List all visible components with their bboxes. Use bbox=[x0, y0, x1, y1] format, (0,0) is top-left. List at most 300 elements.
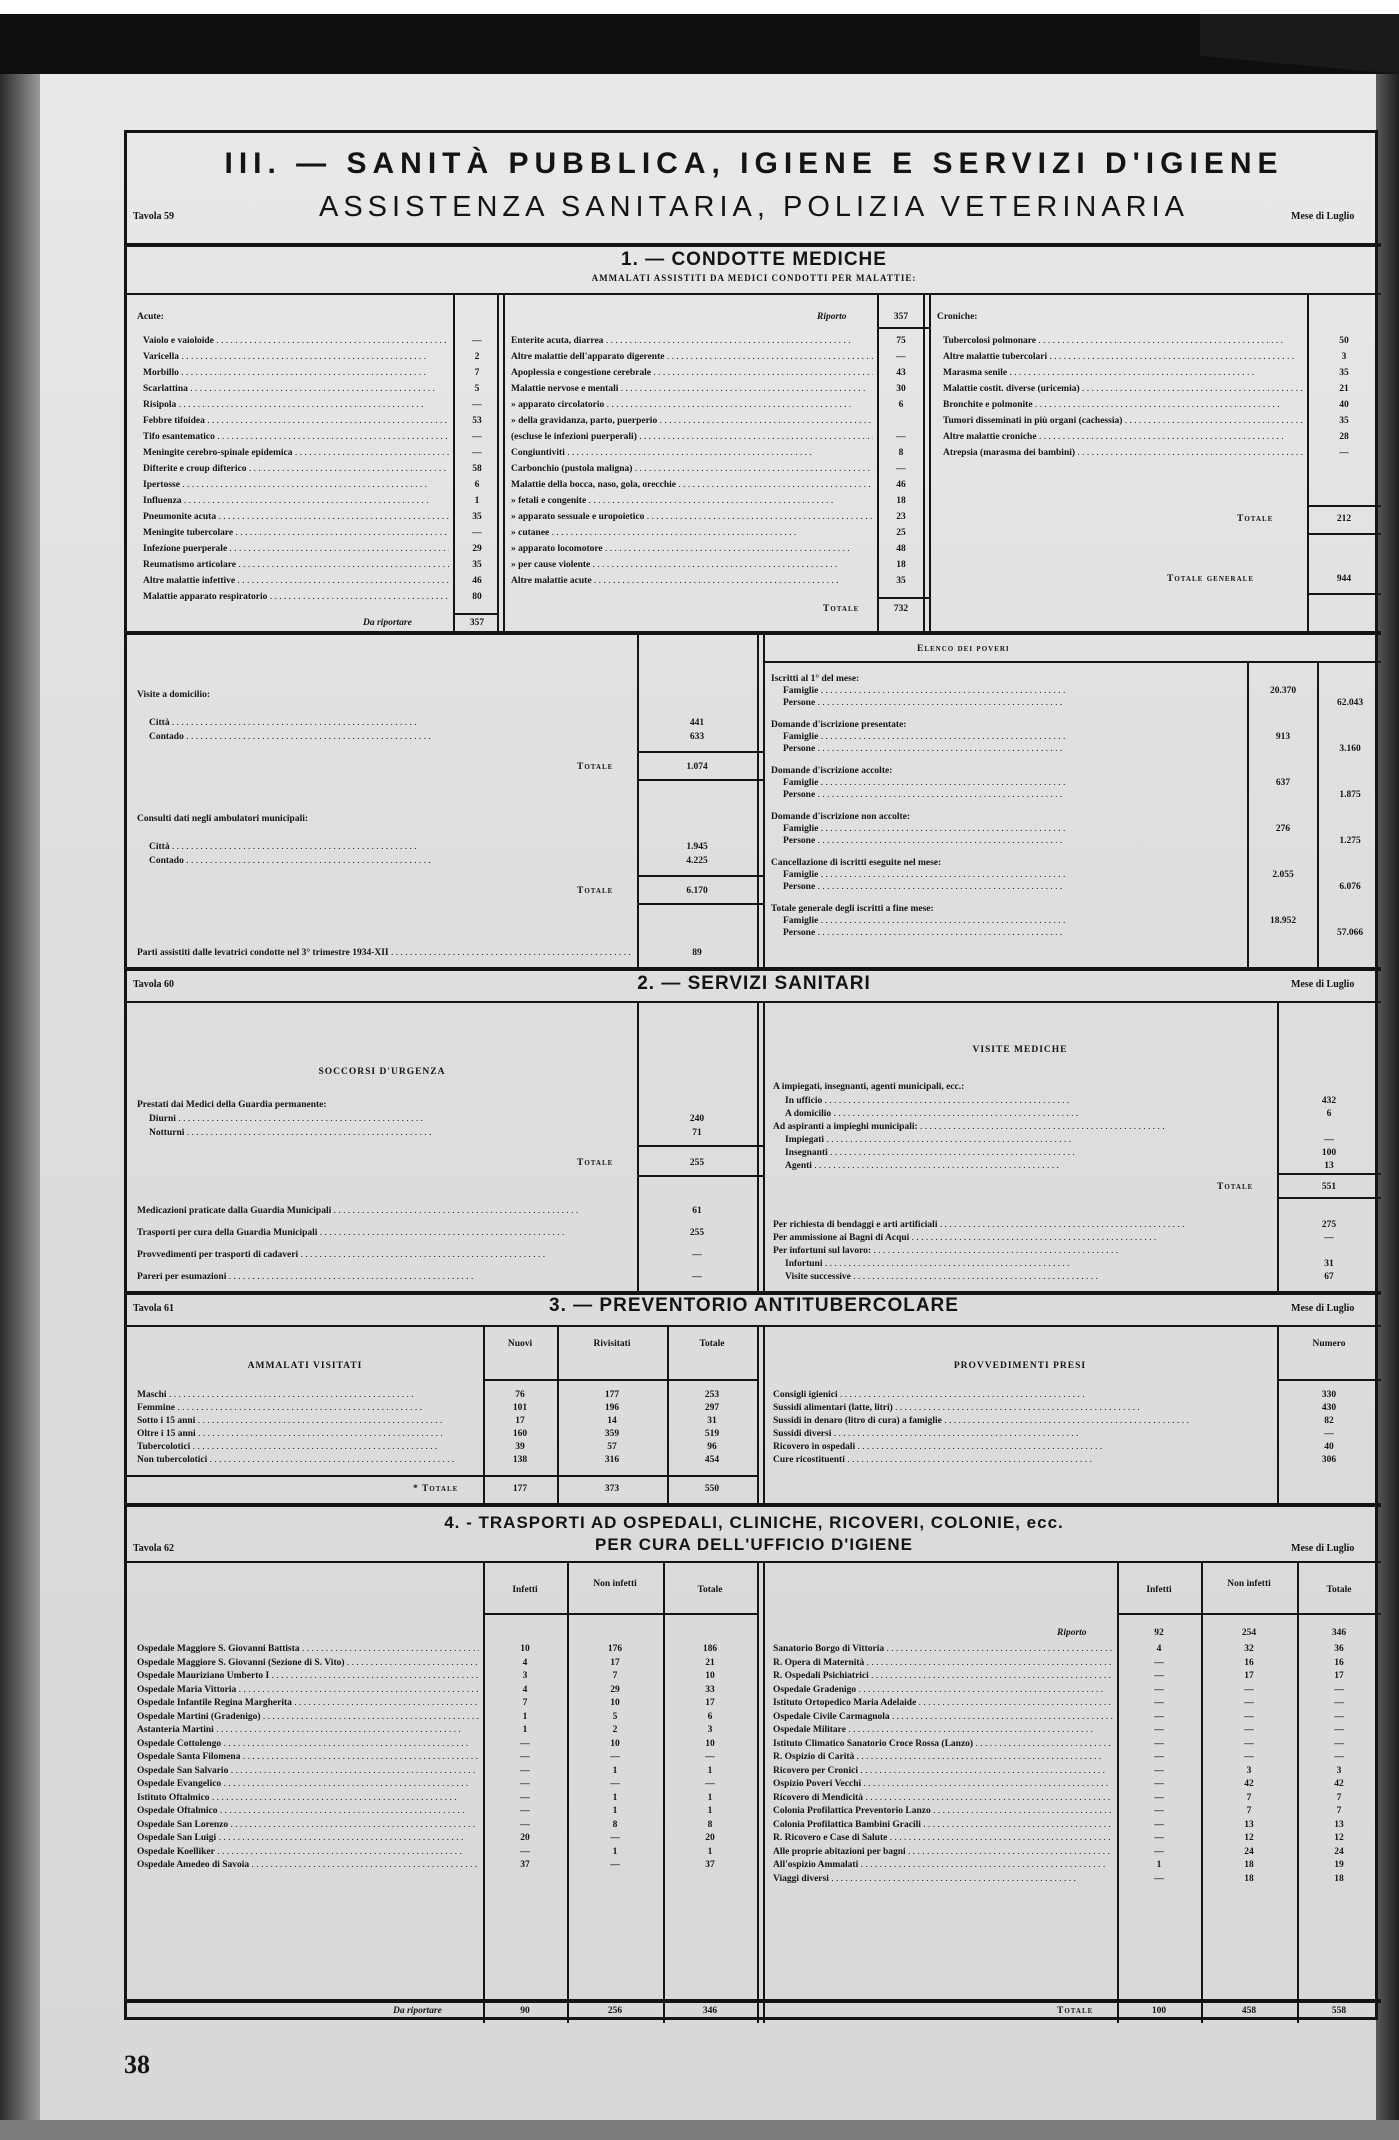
provvedimento-label: Sussidi in denaro (litro di cura) a famiglie . . . bbox=[773, 1415, 1273, 1427]
institution-infetti: — bbox=[1154, 1806, 1164, 1816]
preventorio-rivisitati: 177 bbox=[604, 1390, 620, 1400]
hospital-label: Ospedale Maria Vittoria . . . bbox=[137, 1684, 479, 1696]
institution-totale: 24 bbox=[1334, 1846, 1344, 1857]
disease-label: Apoplessia e congestione cerebrale . . . bbox=[511, 367, 873, 379]
visite-total-label: Totale bbox=[1217, 1182, 1254, 1192]
acute-disease-value: 58 bbox=[472, 464, 482, 474]
disease-label: Congiuntiviti . . . bbox=[511, 447, 873, 459]
hospital-infetti: 4 bbox=[522, 1684, 528, 1695]
s4-riporto-c: 346 bbox=[1331, 1628, 1347, 1638]
preventorio-rivisitati: 316 bbox=[604, 1455, 620, 1465]
disease-label: Enterite acuta, diarrea . . . bbox=[511, 335, 873, 347]
right-col-totale: Totale bbox=[1326, 1585, 1352, 1595]
provvedimento-label: Sussidi diversi . . . bbox=[773, 1428, 1273, 1440]
acute-disease-label: Meningite cerebro-spinale epidemica . . . bbox=[143, 447, 449, 459]
hospital-totale: 8 bbox=[707, 1819, 713, 1830]
acute-disease-label: Vaiolo e vaioloide . . . bbox=[143, 335, 449, 347]
disease-label: Malattie della bocca, naso, gola, orecchie . . . bbox=[511, 479, 873, 491]
hospital-infetti: 37 bbox=[520, 1860, 530, 1870]
institution-infetti: — bbox=[1154, 1873, 1164, 1884]
hospital-totale: 21 bbox=[705, 1657, 715, 1668]
institution-infetti: — bbox=[1154, 1846, 1164, 1857]
acute-disease-label: Difterite e croup difterico . . . bbox=[143, 463, 449, 475]
consulti-heading: Consulti dati negli ambulatori municipali: bbox=[137, 814, 309, 824]
chronic-disease-label: Marasma senile . . . bbox=[943, 367, 1303, 379]
col-numero: Numero bbox=[1312, 1339, 1346, 1349]
disease-value: 18 bbox=[896, 560, 906, 570]
acute-disease-value: 7 bbox=[474, 368, 480, 378]
visite-row-label: Agenti . . . bbox=[785, 1160, 1273, 1172]
hospital-infetti: 3 bbox=[522, 1671, 528, 1681]
visite-row-value: 432 bbox=[1321, 1096, 1337, 1106]
institution-non-infetti: — bbox=[1244, 1711, 1254, 1722]
hospital-totale: 17 bbox=[705, 1698, 715, 1708]
hospital-infetti: 1 bbox=[522, 1711, 528, 1722]
hospital-label: Ospedale Mauriziano Umberto I . . . bbox=[137, 1670, 479, 1682]
servizi-row-value: — bbox=[692, 1272, 702, 1282]
hospital-label: Ospedale San Luigi . . . bbox=[137, 1832, 479, 1844]
servizi-row-label: Trasporti per cura della Guardia Municipali . . . bbox=[137, 1227, 633, 1239]
institution-infetti: — bbox=[1154, 1765, 1164, 1776]
visite-row-label: In ufficio . . . bbox=[785, 1095, 1273, 1107]
acute-heading: Acute: bbox=[137, 312, 164, 322]
visite-citta-value: 441 bbox=[689, 718, 705, 728]
acute-disease-value: 1 bbox=[474, 496, 480, 506]
poveri-persone-value: 3.160 bbox=[1339, 744, 1361, 754]
s4-da-riportare-label: Da riportare bbox=[393, 2006, 442, 2016]
preventorio-totale: 519 bbox=[704, 1429, 720, 1439]
institution-non-infetti: 7 bbox=[1246, 1806, 1252, 1816]
poveri-famiglie-label: Famiglie . . . bbox=[783, 915, 1243, 927]
acute-disease-value: 35 bbox=[472, 560, 482, 570]
visite-row-label: Insegnanti . . . bbox=[785, 1147, 1273, 1159]
institution-infetti: — bbox=[1154, 1833, 1164, 1843]
section-4-title: 4. - TRASPORTI AD OSPEDALI, CLINICHE, RICOVERI, COLONIE, ecc. bbox=[444, 1513, 1064, 1532]
institution-label: Colonia Profilattica Preventorio Lanzo . . . bbox=[773, 1805, 1113, 1817]
chronic-disease-label: Bronchite e polmonite . . . bbox=[943, 399, 1303, 411]
visite-row-label: Ad aspiranti a impieghi municipali: . . . bbox=[773, 1121, 1273, 1133]
poveri-persone-value: 1.275 bbox=[1339, 836, 1361, 846]
visite-other-label: Per infortuni sul lavoro: . . . bbox=[773, 1245, 1273, 1257]
preventorio-nuovi: 17 bbox=[515, 1416, 525, 1426]
soccorsi-totale-label: Totale bbox=[577, 1158, 614, 1168]
institution-totale: — bbox=[1334, 1684, 1344, 1695]
institution-non-infetti: 18 bbox=[1244, 1860, 1254, 1870]
chronic-disease-label: Atrepsia (marasma dei bambini) . . . bbox=[943, 447, 1303, 459]
visite-row-label: Impiegati . . . bbox=[785, 1134, 1273, 1146]
hospital-infetti: — bbox=[520, 1779, 530, 1789]
right-col-non-infetti: Non infetti bbox=[1227, 1579, 1271, 1589]
institution-infetti: — bbox=[1154, 1671, 1164, 1681]
section-2-title: 2. — SERVIZI SANITARI bbox=[637, 973, 871, 994]
tavola-61-label: Tavola 61 bbox=[133, 1303, 175, 1314]
impiegati-heading: A impiegati, insegnanti, agenti municipali, ecc.: bbox=[773, 1082, 965, 1092]
institution-totale: 16 bbox=[1334, 1657, 1344, 1668]
hospital-totale: 10 bbox=[705, 1671, 715, 1681]
col-totale: Totale bbox=[699, 1339, 725, 1349]
institution-infetti: — bbox=[1154, 1779, 1164, 1789]
tavola-60-label: Tavola 60 bbox=[133, 979, 175, 990]
riporto-value: 357 bbox=[893, 312, 909, 322]
scan-edge-left bbox=[0, 74, 40, 2140]
hospital-label: Ospedale Amedeo di Savoia . . . bbox=[137, 1859, 479, 1871]
disease-value: 48 bbox=[896, 544, 906, 554]
institution-non-infetti: 17 bbox=[1244, 1671, 1254, 1681]
acute-disease-value: 46 bbox=[472, 576, 482, 586]
parti-value: 89 bbox=[692, 948, 702, 958]
institution-totale: 13 bbox=[1334, 1819, 1344, 1830]
poveri-famiglie-value: 18.952 bbox=[1269, 916, 1297, 926]
hospital-non-infetti: 10 bbox=[610, 1698, 620, 1708]
hospital-totale: 33 bbox=[705, 1684, 715, 1695]
poveri-group-heading: Iscritti al 1° del mese: bbox=[771, 674, 860, 684]
poveri-title: Elenco dei poveri bbox=[917, 644, 1010, 654]
institution-infetti: — bbox=[1154, 1698, 1164, 1708]
institution-totale: 36 bbox=[1334, 1644, 1344, 1654]
disease-value: 8 bbox=[898, 448, 904, 458]
page-subtitle: ASSISTENZA SANITARIA, POLIZIA VETERINARIA bbox=[318, 191, 1190, 223]
institution-infetti: — bbox=[1154, 1657, 1164, 1668]
poveri-famiglie-value: 20.370 bbox=[1269, 686, 1297, 696]
institution-label: R. Ospizio di Carità . . . bbox=[773, 1751, 1113, 1763]
hospital-totale: 37 bbox=[705, 1860, 715, 1870]
hospital-totale: — bbox=[705, 1752, 715, 1762]
da-riportare-label: Da riportare bbox=[363, 618, 412, 628]
provvedimento-value: 82 bbox=[1324, 1416, 1334, 1426]
disease-label: » per cause violente . . . bbox=[511, 559, 873, 571]
hospital-non-infetti: 176 bbox=[607, 1644, 623, 1654]
hospital-non-infetti: 1 bbox=[612, 1792, 618, 1803]
visite-other-value: 31 bbox=[1324, 1259, 1334, 1269]
left-col-infetti: Infetti bbox=[512, 1585, 538, 1595]
disease-label: Altre malattie acute . . . bbox=[511, 575, 873, 587]
hospital-non-infetti: 1 bbox=[612, 1765, 618, 1776]
preventorio-row-label: Tubercolotici . . . bbox=[137, 1441, 477, 1453]
chronic-disease-label: Altre malattie tubercolari . . . bbox=[943, 351, 1303, 363]
hospital-infetti: — bbox=[520, 1819, 530, 1830]
hospital-label: Ospedale Oftalmico . . . bbox=[137, 1805, 479, 1817]
s4-left-tot-a: 90 bbox=[520, 2006, 530, 2016]
poveri-group-heading: Domande d'iscrizione presentate: bbox=[771, 720, 907, 730]
institution-infetti: — bbox=[1154, 1738, 1164, 1749]
acute-disease-value: 53 bbox=[472, 416, 482, 426]
preventorio-nuovi: 101 bbox=[512, 1403, 528, 1413]
institution-label: Ricovero per Cronici . . . bbox=[773, 1765, 1113, 1777]
month-label: Mese di Luglio bbox=[1291, 211, 1355, 222]
institution-non-infetti: — bbox=[1244, 1752, 1254, 1762]
poveri-persone-label: Persone . . . bbox=[783, 835, 1243, 847]
institution-non-infetti: 42 bbox=[1244, 1779, 1254, 1789]
disease-label: » apparato locomotore . . . bbox=[511, 543, 873, 555]
chronic-disease-value: 35 bbox=[1339, 368, 1349, 378]
institution-label: Sanatorio Borgo di Vittoria . . . bbox=[773, 1643, 1113, 1655]
poveri-persone-label: Persone . . . bbox=[783, 881, 1243, 893]
chronic-disease-value: 40 bbox=[1339, 400, 1349, 410]
visite-row-label: A domicilio . . . bbox=[785, 1108, 1273, 1120]
acute-disease-value: — bbox=[472, 336, 482, 346]
acute-disease-label: Scarlattina . . . bbox=[143, 383, 449, 395]
institution-totale: — bbox=[1334, 1698, 1344, 1708]
acute-disease-label: Tifo esantematico . . . bbox=[143, 431, 449, 443]
preventorio-nuovi: 39 bbox=[515, 1442, 525, 1452]
disease-label: » della gravidanza, parto, puerperio . . . bbox=[511, 415, 873, 427]
hospital-non-infetti: — bbox=[610, 1779, 620, 1789]
hospital-non-infetti: 29 bbox=[610, 1684, 620, 1695]
preventorio-nuovi: 76 bbox=[515, 1390, 525, 1400]
col-rivisitati: Rivisitati bbox=[593, 1339, 631, 1349]
tavola-label: Tavola 59 bbox=[133, 211, 175, 222]
poveri-persone-label: Persone . . . bbox=[783, 789, 1243, 801]
poveri-famiglie-value: 2.055 bbox=[1272, 870, 1294, 880]
hospital-totale: 1 bbox=[707, 1792, 713, 1803]
provvedimento-value: 40 bbox=[1324, 1442, 1334, 1452]
institution-label: Viaggi diversi . . . bbox=[773, 1873, 1113, 1885]
disease-label: Malattie nervose e mentali . . . bbox=[511, 383, 873, 395]
visite-other-value: 275 bbox=[1321, 1220, 1337, 1230]
poveri-famiglie-label: Famiglie . . . bbox=[783, 731, 1243, 743]
acute-disease-value: 6 bbox=[474, 480, 480, 490]
institution-totale: — bbox=[1334, 1725, 1344, 1735]
disease-value: 75 bbox=[896, 336, 906, 346]
riporto-label: Riporto bbox=[817, 312, 847, 322]
middle-total-label: Totale bbox=[823, 604, 860, 614]
disease-label: » apparato circolatorio . . . bbox=[511, 399, 873, 411]
hospital-totale: 6 bbox=[707, 1711, 713, 1722]
institution-label: All'ospizio Ammalati . . . bbox=[773, 1859, 1113, 1871]
right-col-infetti: Infetti bbox=[1146, 1585, 1172, 1595]
chronic-disease-value: 3 bbox=[1341, 352, 1347, 362]
s4-riporto-b: 254 bbox=[1241, 1628, 1257, 1638]
disease-label: » apparato sessuale e uropoietico . . . bbox=[511, 511, 873, 523]
hospital-label: Ospedale Cottolengo . . . bbox=[137, 1738, 479, 1750]
preventorio-row-label: Non tubercolotici . . . bbox=[137, 1454, 477, 1466]
hospital-label: Ospedale Martini (Gradenigo) . . . bbox=[137, 1711, 479, 1723]
visite-other-label: Visite successive . . . bbox=[785, 1271, 1273, 1283]
disease-value: — bbox=[896, 432, 906, 442]
institution-infetti: 4 bbox=[1156, 1644, 1162, 1654]
institution-non-infetti: 12 bbox=[1244, 1833, 1254, 1843]
s4-riporto-a: 92 bbox=[1154, 1628, 1164, 1638]
chronic-disease-label: Altre malattie croniche . . . bbox=[943, 431, 1303, 443]
preventorio-row-label: Femmine . . . bbox=[137, 1402, 477, 1414]
visite-row-value: — bbox=[1324, 1135, 1334, 1145]
provvedimento-label: Consigli igienici . . . bbox=[773, 1389, 1273, 1401]
poveri-famiglie-label: Famiglie . . . bbox=[783, 869, 1243, 881]
hospital-infetti: — bbox=[520, 1738, 530, 1749]
preventorio-nuovi: 138 bbox=[512, 1455, 528, 1465]
servizi-row-label: Provvedimenti per trasporti di cadaveri . . . bbox=[137, 1249, 633, 1261]
preventorio-totale: 454 bbox=[704, 1455, 720, 1465]
institution-infetti: — bbox=[1154, 1711, 1164, 1722]
servizi-row-value: 61 bbox=[692, 1206, 702, 1216]
poveri-famiglie-value: 913 bbox=[1275, 732, 1291, 742]
disease-value: 23 bbox=[896, 512, 906, 522]
totale-generale-value: 944 bbox=[1336, 574, 1352, 584]
tot-nuovi: 177 bbox=[512, 1484, 528, 1494]
provvedimento-value: 330 bbox=[1321, 1390, 1337, 1400]
disease-value: 46 bbox=[896, 480, 906, 490]
institution-totale: 42 bbox=[1334, 1779, 1344, 1789]
poveri-persone-value: 1.875 bbox=[1339, 790, 1361, 800]
poveri-famiglie-value: 276 bbox=[1275, 824, 1291, 834]
acute-disease-label: Infezione puerperale . . . bbox=[143, 543, 449, 555]
section-1-title: 1. — CONDOTTE MEDICHE bbox=[621, 249, 887, 270]
acute-disease-value: — bbox=[472, 400, 482, 410]
visite-contado-label: Contado . . . bbox=[149, 731, 633, 743]
da-riportare-value: 357 bbox=[469, 618, 485, 628]
hospital-totale: 1 bbox=[707, 1765, 713, 1776]
institution-label: Alle proprie abitazioni per bagni . . . bbox=[773, 1846, 1113, 1858]
hospital-infetti: 4 bbox=[522, 1657, 528, 1668]
acute-disease-label: Risipola . . . bbox=[143, 399, 449, 411]
institution-infetti: — bbox=[1154, 1752, 1164, 1762]
consulti-citta-label: Città . . . bbox=[149, 841, 633, 853]
hospital-infetti: 1 bbox=[522, 1725, 528, 1735]
chronic-disease-value: 35 bbox=[1339, 416, 1349, 426]
visite-contado-value: 633 bbox=[689, 732, 705, 742]
hospital-label: Istituto Oftalmico . . . bbox=[137, 1792, 479, 1804]
preventorio-rivisitati: 359 bbox=[604, 1429, 620, 1439]
preventorio-totale: 253 bbox=[704, 1390, 720, 1400]
institution-non-infetti: 32 bbox=[1244, 1644, 1254, 1654]
poveri-persone-value: 62.043 bbox=[1336, 698, 1364, 708]
preventorio-totale: 96 bbox=[707, 1442, 717, 1452]
institution-label: Ospedale Civile Carmagnola . . . bbox=[773, 1711, 1113, 1723]
preventorio-row-label: Maschi . . . bbox=[137, 1389, 477, 1401]
acute-disease-label: Pneumonite acuta . . . bbox=[143, 511, 449, 523]
section-4-title-2: PER CURA DELL'UFFICIO D'IGIENE bbox=[595, 1535, 913, 1554]
institution-totale: 12 bbox=[1334, 1833, 1344, 1843]
section-3-month: Mese di Luglio bbox=[1291, 1303, 1355, 1314]
preventorio-row-label: Oltre i 15 anni . . . bbox=[137, 1428, 477, 1440]
institution-non-infetti: 3 bbox=[1246, 1765, 1252, 1776]
disease-value: — bbox=[896, 352, 906, 362]
visite-total-value: 551 bbox=[1321, 1182, 1337, 1192]
croniche-total-label: Totale bbox=[1237, 514, 1274, 524]
institution-infetti: — bbox=[1154, 1725, 1164, 1735]
section-4-month: Mese di Luglio bbox=[1291, 1543, 1355, 1554]
consulti-contado-label: Contado . . . bbox=[149, 855, 633, 867]
hospital-non-infetti: — bbox=[610, 1752, 620, 1762]
disease-value: 30 bbox=[896, 384, 906, 394]
visite-row-value: 100 bbox=[1321, 1148, 1337, 1158]
provvedimento-label: Sussidi alimentari (latte, litri) . . . bbox=[773, 1402, 1273, 1414]
s4-right-tot-c: 558 bbox=[1331, 2006, 1347, 2016]
acute-disease-value: 80 bbox=[472, 592, 482, 602]
chronic-disease-value: — bbox=[1339, 448, 1349, 458]
hospital-label: Ospedale Evangelico . . . bbox=[137, 1778, 479, 1790]
institution-label: R. Ricovero e Case di Salute . . . bbox=[773, 1832, 1113, 1844]
hospital-infetti: 7 bbox=[522, 1698, 528, 1708]
institution-label: Istituto Ortopedico Maria Adelaide . . . bbox=[773, 1697, 1113, 1709]
disease-label: » fetali e congenite . . . bbox=[511, 495, 873, 507]
hospital-non-infetti: 8 bbox=[612, 1819, 618, 1830]
preventorio-rivisitati: 196 bbox=[604, 1403, 620, 1413]
consulti-totale-label: Totale bbox=[577, 886, 614, 896]
preventorio-rivisitati: 14 bbox=[607, 1416, 617, 1426]
poveri-persone-label: Persone . . . bbox=[783, 697, 1243, 709]
institution-label: Istituto Climatico Sanatorio Croce Rossa (Lanzo) . . . bbox=[773, 1738, 1113, 1750]
hospital-label: Ospedale Koelliker . . . bbox=[137, 1846, 479, 1858]
acute-disease-value: 5 bbox=[474, 384, 480, 394]
visite-row-value: 6 bbox=[1326, 1109, 1332, 1119]
acute-disease-value: 35 bbox=[472, 512, 482, 522]
provvedimento-label: Cure ricostituenti . . . bbox=[773, 1454, 1273, 1466]
servizi-row-value: — bbox=[692, 1250, 702, 1260]
acute-disease-label: Altre malattie infettive . . . bbox=[143, 575, 449, 587]
disease-label: Altre malattie dell'apparato digerente . . . bbox=[511, 351, 873, 363]
acute-disease-label: Malattie apparato respiratorio . . . bbox=[143, 591, 449, 603]
soccorsi-totale-value: 255 bbox=[689, 1158, 705, 1168]
hospital-totale: 3 bbox=[707, 1725, 713, 1735]
institution-non-infetti: — bbox=[1244, 1684, 1254, 1695]
hospital-non-infetti: 17 bbox=[610, 1657, 620, 1668]
hospital-infetti: — bbox=[520, 1792, 530, 1803]
hospital-label: Ospedale San Salvario . . . bbox=[137, 1765, 479, 1777]
hospital-label: Ospedale Santa Filomena . . . bbox=[137, 1751, 479, 1763]
institution-infetti: 1 bbox=[1156, 1860, 1162, 1870]
visite-other-label: Infortuni . . . bbox=[785, 1258, 1273, 1270]
hospital-non-infetti: — bbox=[610, 1833, 620, 1843]
acute-disease-value: 2 bbox=[474, 352, 480, 362]
preventorio-rivisitati: 57 bbox=[607, 1442, 617, 1452]
visite-totale-label: Totale bbox=[577, 762, 614, 772]
document-table bbox=[124, 130, 1378, 2020]
chronic-disease-value: 28 bbox=[1339, 432, 1349, 442]
provvedimento-value: — bbox=[1324, 1429, 1334, 1439]
croniche-total-value: 212 bbox=[1336, 514, 1352, 524]
preventorio-nuovi: 160 bbox=[512, 1429, 528, 1439]
visite-citta-label: Città . . . bbox=[149, 717, 633, 729]
acute-disease-value: 29 bbox=[472, 544, 482, 554]
visite-mediche-title: VISITE MEDICHE bbox=[972, 1045, 1068, 1055]
visite-row-value: 13 bbox=[1324, 1161, 1334, 1171]
institution-infetti: — bbox=[1154, 1792, 1164, 1803]
hospital-infetti: — bbox=[520, 1846, 530, 1857]
visite-other-value: — bbox=[1324, 1233, 1334, 1243]
hospital-label: Ospedale Maggiore S. Giovanni Battista . . . bbox=[137, 1643, 479, 1655]
s4-left-tot-b: 256 bbox=[607, 2006, 623, 2016]
s4-right-tot-a: 100 bbox=[1151, 2006, 1167, 2016]
hospital-non-infetti: 10 bbox=[610, 1738, 620, 1749]
disease-value: 35 bbox=[896, 576, 906, 586]
parti-label: Parti assistiti dalle levatrici condotte nel 3° trimestre 1934-XII . . . bbox=[137, 947, 633, 959]
hospital-infetti: — bbox=[520, 1806, 530, 1816]
visite-other-label: Per richiesta di bendaggi e arti artificiali . . . bbox=[773, 1219, 1273, 1231]
croniche-heading: Croniche: bbox=[937, 312, 978, 322]
institution-non-infetti: 18 bbox=[1244, 1873, 1254, 1884]
chronic-disease-value: 50 bbox=[1339, 336, 1349, 346]
provvedimento-value: 306 bbox=[1321, 1455, 1337, 1465]
provvedimenti-title: PROVVEDIMENTI PRESI bbox=[953, 1361, 1087, 1371]
hospital-infetti: 10 bbox=[520, 1644, 530, 1654]
hospital-infetti: — bbox=[520, 1765, 530, 1776]
institution-totale: 19 bbox=[1334, 1860, 1344, 1870]
poveri-group-heading: Domande d'iscrizione accolte: bbox=[771, 766, 893, 776]
institution-label: Ospizio Poveri Vecchi . . . bbox=[773, 1778, 1113, 1790]
ammalati-visitati-title: AMMALATI VISITATI bbox=[247, 1361, 363, 1371]
provvedimento-value: 430 bbox=[1321, 1403, 1337, 1413]
diurni-label: Diurni . . . bbox=[149, 1113, 633, 1125]
poveri-group-heading: Domande d'iscrizione non accolte: bbox=[771, 812, 911, 822]
hospital-non-infetti: 1 bbox=[612, 1806, 618, 1816]
hospital-non-infetti: 1 bbox=[612, 1846, 618, 1857]
hospital-totale: — bbox=[705, 1779, 715, 1789]
s4-left-tot-c: 346 bbox=[702, 2006, 718, 2016]
chronic-disease-label: Tumori disseminati in più organi (cachessia) . . . bbox=[943, 415, 1303, 427]
institution-non-infetti: 24 bbox=[1244, 1846, 1254, 1857]
acute-disease-label: Influenza . . . bbox=[143, 495, 449, 507]
